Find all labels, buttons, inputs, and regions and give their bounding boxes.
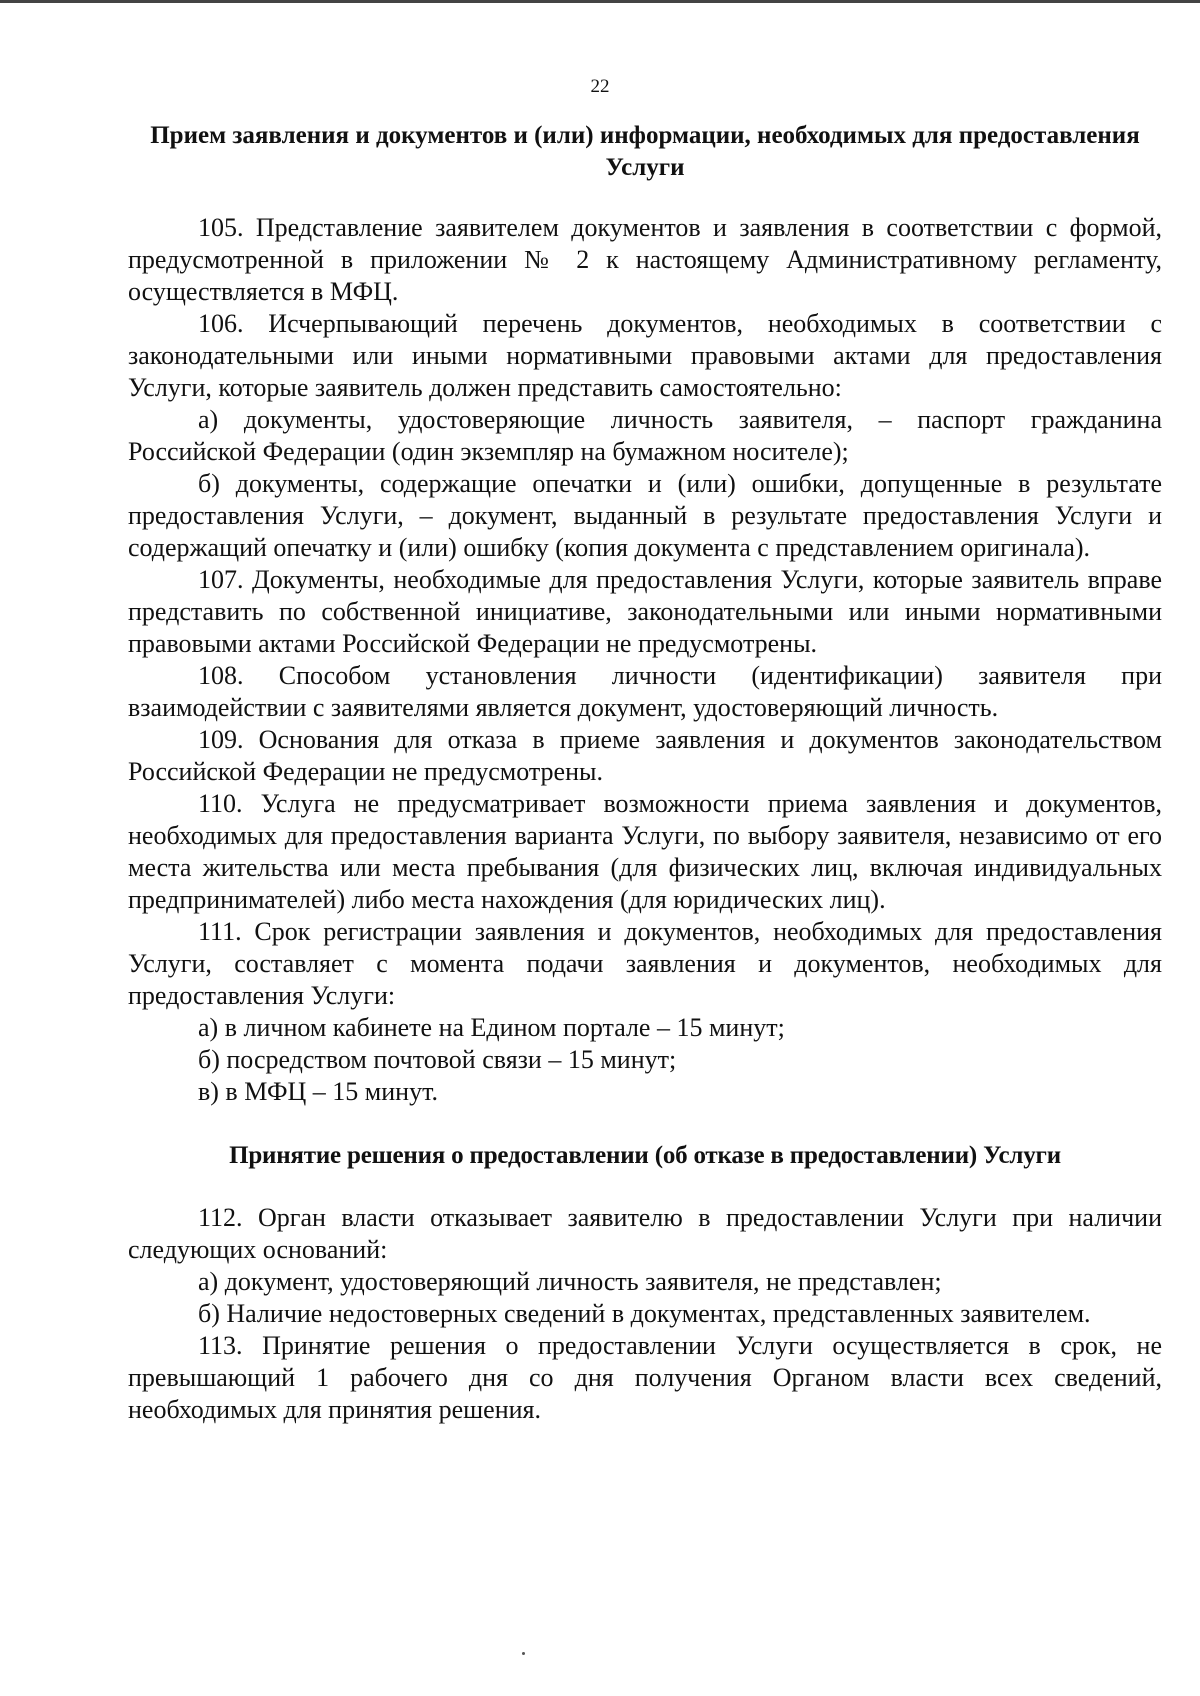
scan-speck <box>522 1652 525 1655</box>
scan-top-edge <box>0 0 1200 3</box>
paragraph-106-a: а) документы, удостоверяющие личность заявителя, – паспорт гражданина Российской Федерации (один экземпляр на бумажном носителе); <box>128 405 1162 466</box>
paragraph-112: 112. Орган власти отказывает заявителю в предоставлении Услуги при наличии следующих оснований: <box>128 1203 1162 1264</box>
paragraph-106: 106. Исчерпывающий перечень документов, необходимых в соответствии с законодательными или иными нормативными правовыми актами для предоставления Услуги, которые заявитель должен представить самостоятельно: <box>128 309 1162 402</box>
paragraph-113: 113. Принятие решения о предоставлении Услуги осуществляется в срок, не превышающий 1 рабочего дня со дня получения Органом власти всех сведений, необходимых для принятия решения. <box>128 1331 1162 1424</box>
paragraph-105: 105. Представление заявителем документов и заявления в соответствии с формой, предусмотренной в приложении № 2 к настоящему Административному регламенту, осуществляется в МФЦ. <box>128 213 1162 306</box>
paragraph-112-b: б) Наличие недостоверных сведений в документах, представленных заявителем. <box>198 1299 1091 1328</box>
paragraph-110: 110. Услуга не предусматривает возможности приема заявления и документов, необходимых для предоставления варианта Услуги, по выбору заявителя, независимо от его места жительства или места пребывания (для физических лиц, включая индивидуальных предпринимателей) либо места нахождения (для юридических лиц). <box>128 789 1162 914</box>
paragraph-106-b: б) документы, содержащие опечатки и (или) ошибки, допущенные в результате предоставления Услуги, – документ, выданный в результате предоставления Услуги и содержащий опечатку и (или) ошибку (копия документа с представлением оригинала). <box>128 469 1162 562</box>
paragraph-111-b: б) посредством почтовой связи – 15 минут; <box>198 1045 677 1074</box>
paragraph-111-c: в) в МФЦ – 15 минут. <box>198 1077 438 1106</box>
document-body <box>128 120 1162 1426</box>
paragraph-107: 107. Документы, необходимые для предоставления Услуги, которые заявитель вправе представить по собственной инициативе, законодательными или иными нормативными правовыми актами Российской Федерации не предусмотрены. <box>128 565 1162 658</box>
section-heading-application-intake: Прием заявления и документов и (или) информации, необходимых для предоставления Услуги <box>150 122 1140 181</box>
paragraph-112-a: а) документ, удостоверяющий личность заявителя, не представлен; <box>198 1267 942 1296</box>
paragraph-111: 111. Срок регистрации заявления и документов, необходимых для предоставления Услуги, составляет с момента подачи заявления и документов, необходимых для предоставления Услуги: <box>128 917 1162 1010</box>
paragraph-111-a: а) в личном кабинете на Едином портале – 15 минут; <box>198 1013 785 1042</box>
paragraph-108: 108. Способом установления личности (идентификации) заявителя при взаимодействии с заявителями является документ, удостоверяющий личность. <box>128 661 1162 722</box>
section-heading-decision: Принятие решения о предоставлении (об отказе в предоставлении) Услуги <box>229 1142 1061 1169</box>
paragraph-109: 109. Основания для отказа в приеме заявления и документов законодательством Российской Федерации не предусмотрены. <box>128 725 1162 786</box>
page-number: 22 <box>590 76 610 97</box>
